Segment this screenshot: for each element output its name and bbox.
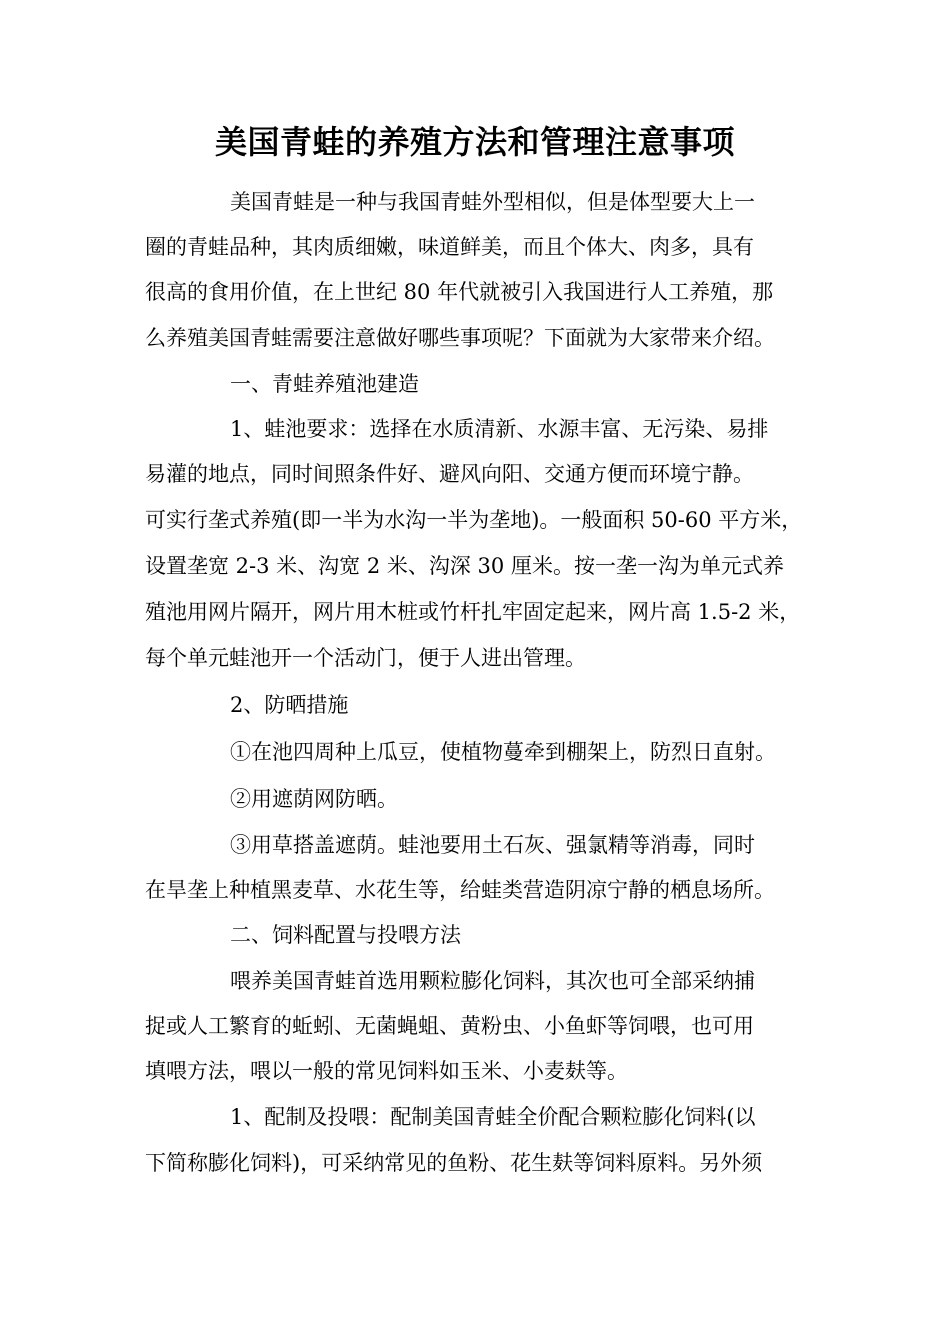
document-title: 美国青蛙的养殖方法和管理注意事项 [214,123,735,161]
paragraph-line: 下简称膨化饲料)，可采纳常见的鱼粉、花生麸等饲料原料。另外须 [145,1151,763,1175]
paragraph-line: 殖池用网片隔开，网片用木桩或竹杆扎牢固定起来，网片高 1.5-2 米， [145,600,801,624]
list-item: ②用遮荫网防晒。 [230,787,398,811]
paragraph-line: 喂养美国青蛙首选用颗粒膨化饲料，其次也可全部采纳捕 [230,969,755,993]
paragraph-line: 每个单元蛙池开一个活动门，便于人进出管理。 [145,646,586,670]
paragraph-line: 在旱垄上种植黑麦草、水花生等，给蛙类营造阴凉宁静的栖息场所。 [145,878,775,902]
paragraph-line: 很高的食用价值，在上世纪 80 年代就被引入我国进行人工养殖，那 [145,280,774,304]
paragraph-line: 捉或人工繁育的蚯蚓、无菌蝇蛆、黄粉虫、小鱼虾等饲喂，也可用 [145,1014,754,1038]
paragraph-line: 么养殖美国青蛙需要注意做好哪些事项呢？下面就为大家带来介绍。 [145,326,775,350]
paragraph-line: 1、配制及投喂：配制美国青蛙全价配合颗粒膨化饲料(以 [230,1105,756,1129]
subsection-heading: 2、防晒措施 [230,693,349,717]
paragraph-line: 设置垄宽 2-3 米、沟宽 2 米、沟深 30 厘米。按一垄一沟为单元式养 [145,554,784,578]
paragraph-line: 填喂方法，喂以一般的常见饲料如玉米、小麦麸等。 [145,1059,628,1083]
paragraph-line: 圈的青蛙品种，其肉质细嫩，味道鲜美，而且个体大、肉多，具有 [145,235,754,259]
section-heading: 二、饲料配置与投喂方法 [230,923,461,947]
paragraph-line: 易灌的地点，同时间照条件好、避风向阳、交通方便而环境宁静。 [145,462,754,486]
paragraph-line: 可实行垄式养殖(即一半为水沟一半为垄地)。一般面积 50-60 平方米， [145,508,803,532]
paragraph-line: 美国青蛙是一种与我国青蛙外型相似，但是体型要大上一 [230,190,755,214]
list-item: ③用草搭盖遮荫。蛙池要用土石灰、强氯精等消毒，同时 [230,833,755,857]
paragraph-line: 1、蛙池要求：选择在水质清新、水源丰富、无污染、易排 [230,417,769,441]
section-heading: 一、青蛙养殖池建造 [230,372,419,396]
list-item: ①在池四周种上瓜豆，使植物蔓牵到棚架上，防烈日直射。 [230,740,776,764]
